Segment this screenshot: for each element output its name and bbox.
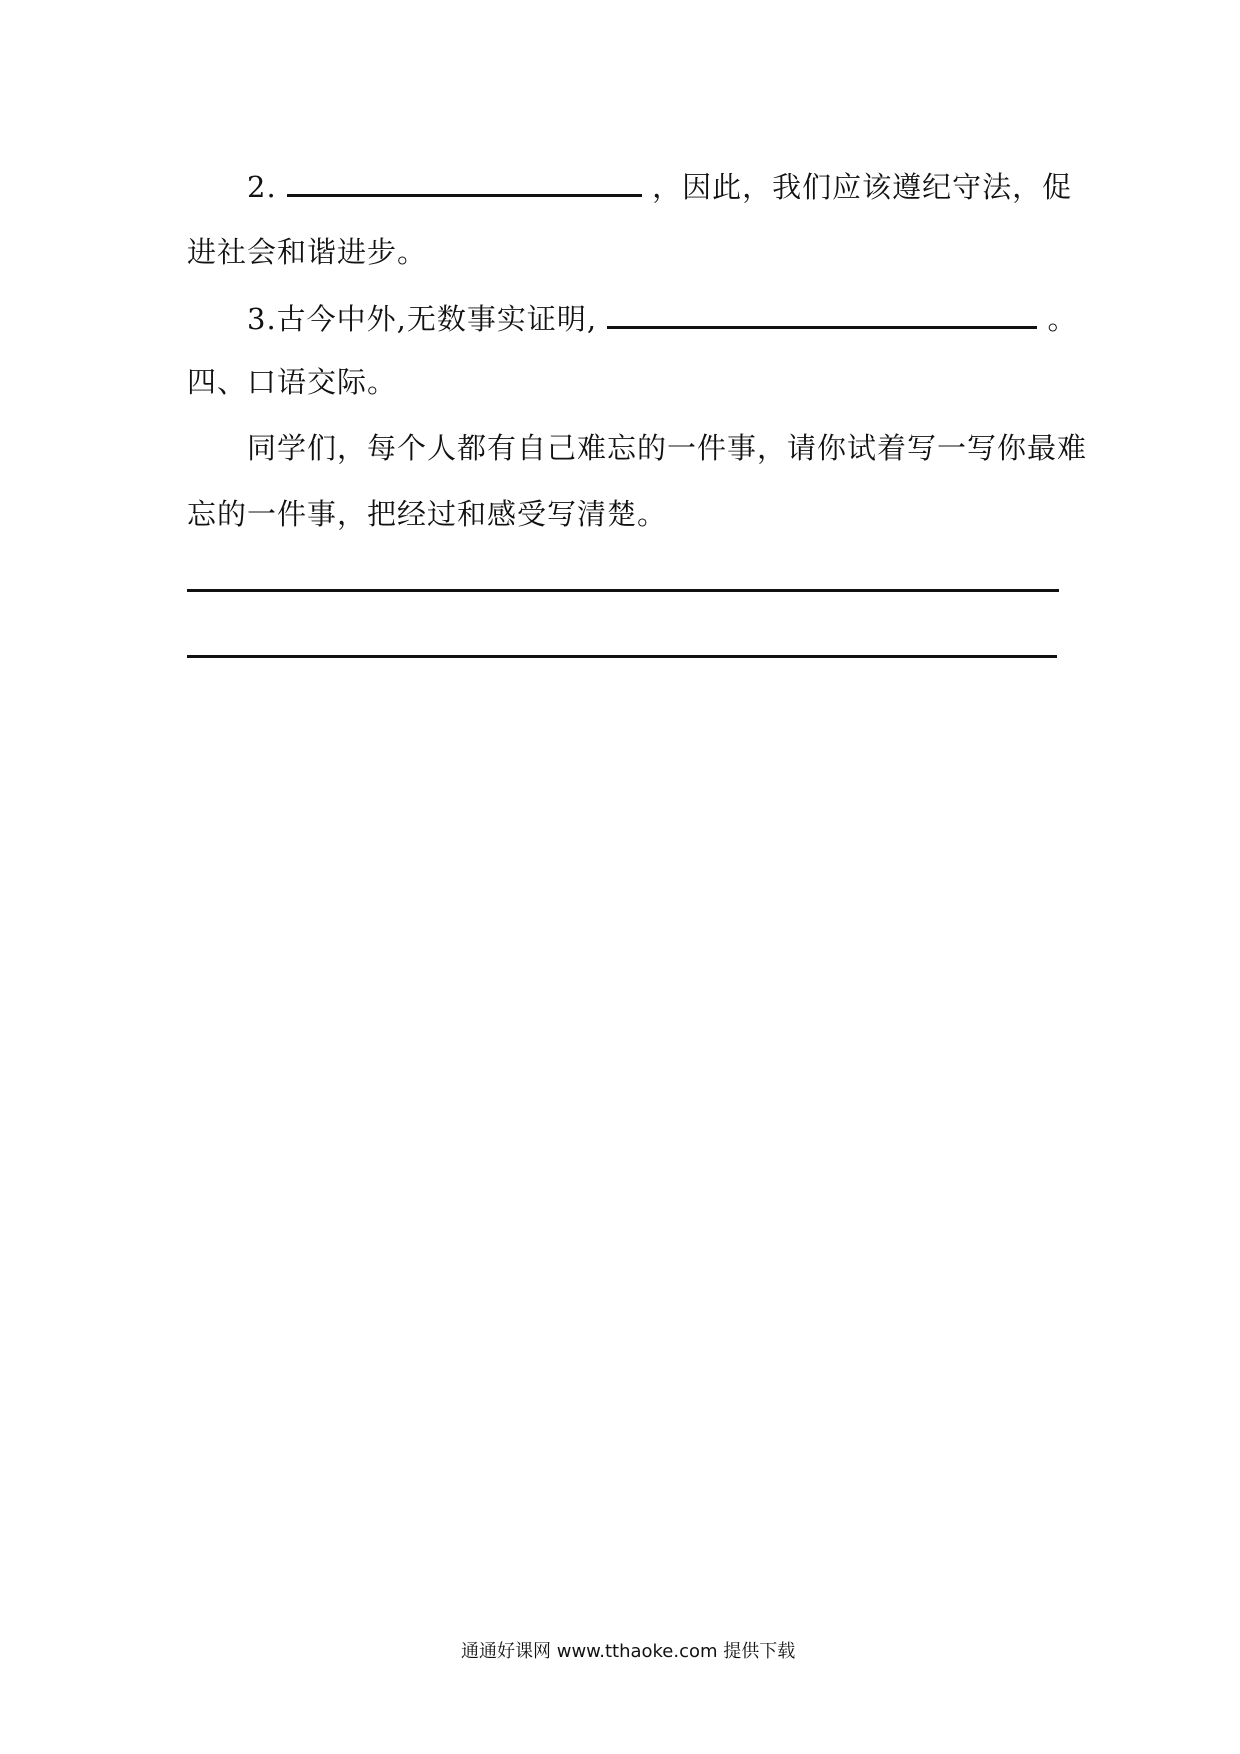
footer-credit: 通通好课网 www.tthaoke.com 提供下载 — [461, 1641, 796, 1662]
item2-continuation: 进社会和谐进步。 — [187, 235, 428, 269]
item3-answer-blank[interactable] — [607, 298, 1037, 329]
item2-text: ，因此，我们应该遵纪守法，促 — [652, 170, 1073, 204]
item3-line — [247, 298, 1078, 339]
section4-prompt-line1: 同学们，每个人都有自己难忘的一件事，请你试着写一写你最难 — [247, 431, 1088, 465]
section4-heading: 四、口语交际。 — [187, 365, 398, 399]
item2-line1 — [247, 166, 1072, 207]
item2-answer-blank[interactable] — [287, 166, 642, 197]
writing-line-1[interactable] — [187, 589, 1059, 592]
item3-period: 。 — [1047, 302, 1078, 336]
item3-text: 3.古今中外,无数事实证明, — [247, 302, 598, 336]
writing-line-2[interactable] — [187, 655, 1057, 658]
section4-prompt-line2: 忘的一件事，把经过和感受写清楚。 — [187, 497, 668, 531]
item2-number: 2. — [247, 170, 277, 204]
